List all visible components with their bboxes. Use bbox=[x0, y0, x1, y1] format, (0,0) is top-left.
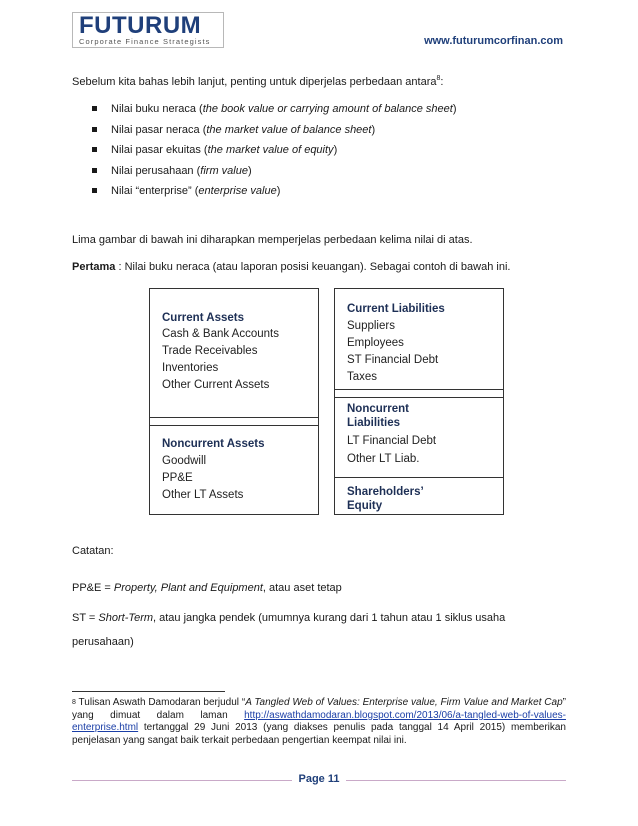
logo-tagline: Corporate Finance Strategists bbox=[79, 37, 211, 46]
intro-text: Sebelum kita bahas lebih lanjut, penting untuk diperjelas perbedaan antara bbox=[72, 76, 437, 88]
liability-item: LT Financial Debt bbox=[347, 435, 437, 447]
current-assets-heading: Current Assets bbox=[162, 312, 245, 324]
ppe-note: PP&E = Property, Plant and Equipment, atau aset tetap bbox=[72, 582, 342, 594]
asset-item: Cash & Bank Accounts bbox=[162, 328, 279, 340]
section-divider bbox=[150, 417, 318, 418]
pertama-paragraph bbox=[72, 260, 510, 274]
equity-heading-line1: Shareholders’ bbox=[347, 486, 424, 498]
footnote-number: 8 bbox=[72, 699, 76, 706]
intro-paragraph bbox=[72, 75, 443, 89]
asset-item: Trade Receivables bbox=[162, 345, 258, 357]
liability-item: Other LT Liab. bbox=[347, 453, 420, 465]
company-logo bbox=[72, 12, 224, 48]
footnote-separator bbox=[72, 691, 225, 692]
noncurrent-liabilities-heading-line1: Noncurrent bbox=[347, 403, 409, 415]
list-item: Nilai pasar neraca (the market value of balance sheet) bbox=[92, 123, 457, 144]
pertama-text: : Nilai buku neraca (atau laporan posisi keuangan). Sebagai contoh di bawah ini. bbox=[115, 261, 511, 273]
list-item: Nilai buku neraca (the book value or carrying amount of balance sheet) bbox=[92, 102, 457, 123]
section-divider bbox=[335, 477, 503, 478]
liability-item: Suppliers bbox=[347, 320, 395, 332]
liability-item: ST Financial Debt bbox=[347, 354, 439, 366]
footnote-ref[interactable]: 8 bbox=[436, 75, 441, 82]
footnote: $^8$ Tulisan Aswath Damodaran berjudul “A Tangled Web of Values: Enterprise value, Firm Value and Market Cap” yang dimuat dalam laman http://aswathdamodaran.blogspot.com/2013/06/a-tangled-web-of-values-enterprise.html tertanggal 29 Juni 2013 (yang diakses penulis pada tanggal 14 April 2015) memberikan penjelasan yang sangat baik terkait perbedaan pengertian keempat nilai ini. bbox=[72, 697, 566, 747]
st-note-continued: perusahaan) bbox=[72, 636, 134, 648]
asset-item: PP&E bbox=[162, 472, 193, 484]
bullet-square-icon bbox=[92, 127, 97, 132]
noncurrent-liabilities-heading-line2: Liabilities bbox=[347, 417, 401, 429]
section-divider bbox=[150, 425, 318, 426]
source-link[interactable]: http://aswathdamodaran.blogspot.com/2013/06/a-tangled-web-of-values-enterprise.html bbox=[72, 709, 566, 734]
liability-item: Taxes bbox=[347, 371, 378, 383]
asset-item: Other Current Assets bbox=[162, 379, 270, 391]
asset-item: Other LT Assets bbox=[162, 489, 244, 501]
footer-rule-right bbox=[346, 780, 566, 781]
equity-heading-line2: Equity bbox=[347, 500, 383, 512]
section-divider bbox=[335, 389, 503, 390]
section-divider bbox=[335, 397, 503, 398]
bullet-square-icon bbox=[92, 168, 97, 173]
footer-rule-left bbox=[72, 780, 292, 781]
current-liabilities-heading: Current Liabilities bbox=[347, 303, 445, 315]
liabilities-equity-box bbox=[334, 288, 504, 515]
st-note: ST = Short-Term, atau jangka pendek (umumnya kurang dari 1 tahun atau 1 siklus usaha bbox=[72, 612, 506, 624]
assets-box bbox=[149, 288, 319, 515]
article-title: A Tangled Web of Values: Enterprise value, Firm Value and Market Cap bbox=[245, 697, 563, 708]
bullet-square-icon bbox=[92, 106, 97, 111]
notes-heading: Catatan: bbox=[72, 545, 114, 557]
list-item: Nilai pasar ekuitas (the market value of equity) bbox=[92, 143, 457, 164]
intro-suffix: : bbox=[440, 76, 444, 88]
bullet-square-icon bbox=[92, 188, 97, 193]
list-item: Nilai “enterprise” (enterprise value) bbox=[92, 184, 457, 205]
page-number: Page 11 bbox=[298, 773, 340, 785]
logo-wordmark: FUTURUM bbox=[79, 12, 202, 39]
liability-item: Employees bbox=[347, 337, 404, 349]
lima-paragraph: Lima gambar di bawah ini diharapkan memperjelas perbedaan kelima nilai di atas. bbox=[72, 234, 473, 246]
asset-item: Goodwill bbox=[162, 455, 207, 467]
site-url-link[interactable]: www.futurumcorfinan.com bbox=[424, 35, 563, 47]
pertama-label: Pertama bbox=[72, 261, 116, 273]
value-list bbox=[92, 102, 457, 205]
noncurrent-assets-heading: Noncurrent Assets bbox=[162, 438, 265, 450]
asset-item: Inventories bbox=[162, 362, 219, 374]
list-item: Nilai perusahaan (firm value) bbox=[92, 164, 457, 185]
bullet-square-icon bbox=[92, 147, 97, 152]
